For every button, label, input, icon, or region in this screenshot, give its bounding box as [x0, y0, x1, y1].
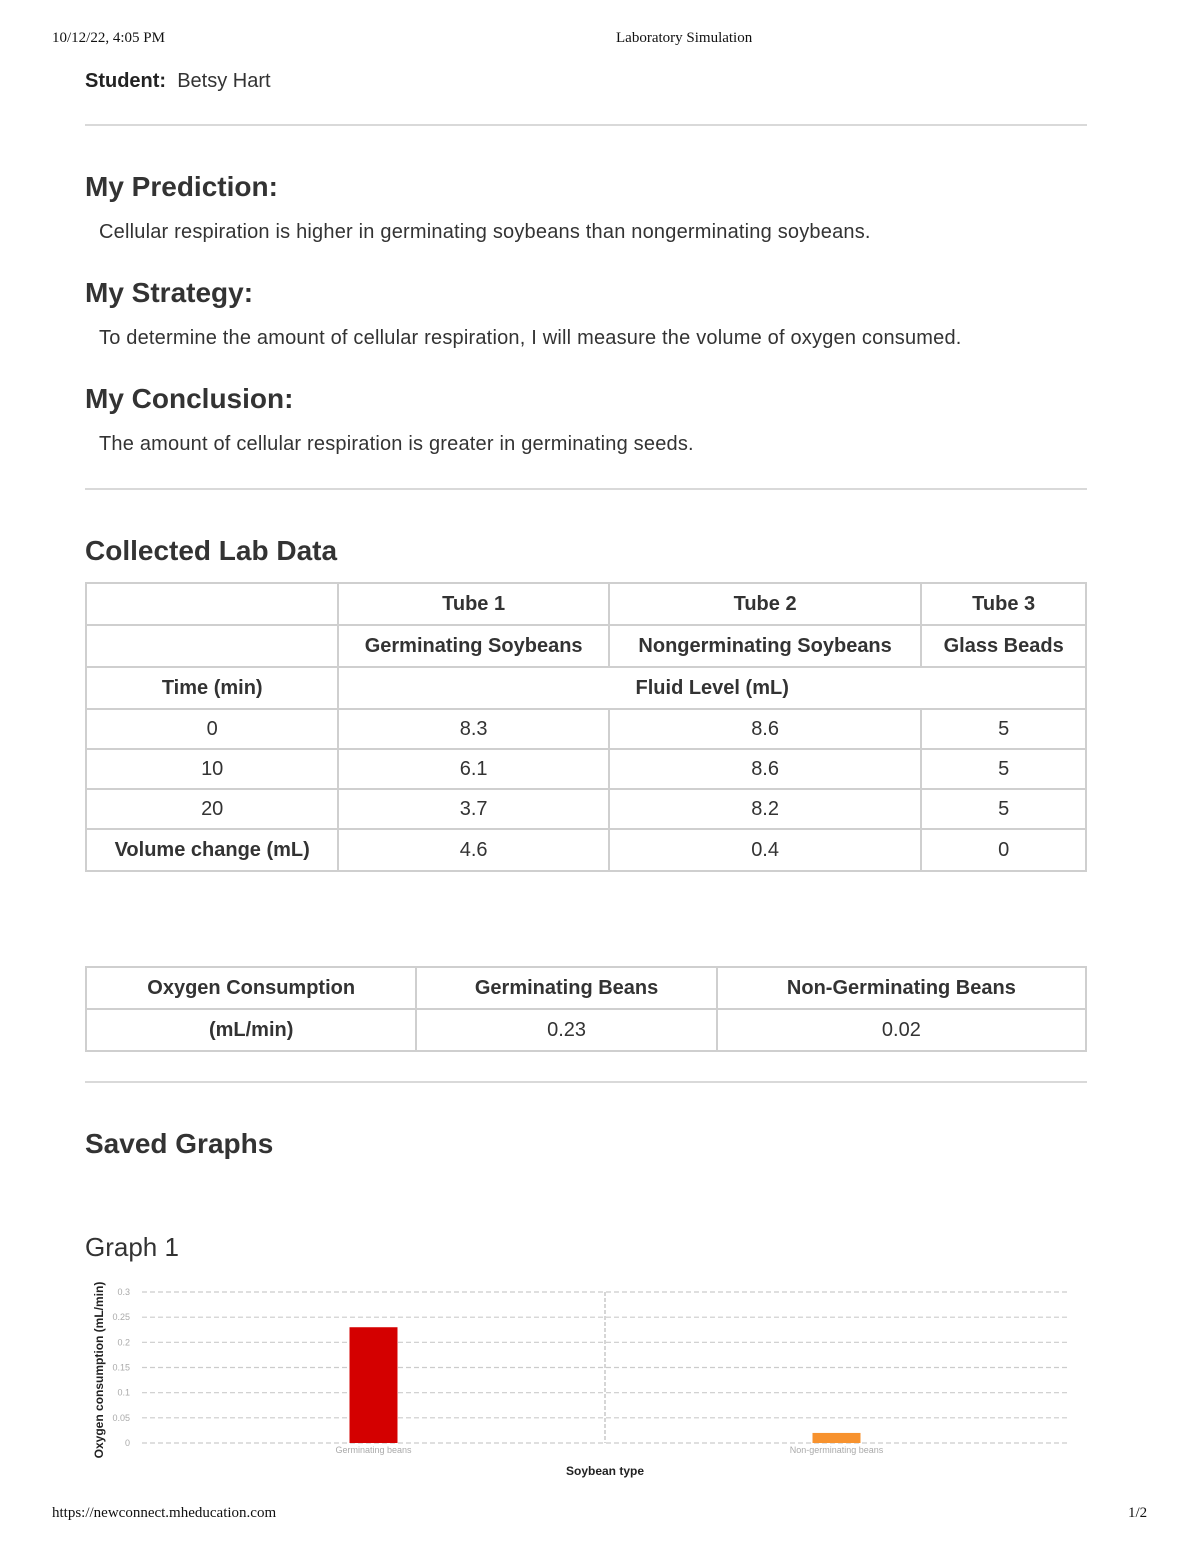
student-name: Betsy Hart	[177, 70, 271, 92]
graph-title: Graph 1	[85, 1232, 179, 1262]
volume-change-row	[86, 829, 1086, 871]
tube-2-contents: Nongerminating Soybeans	[609, 625, 921, 667]
value-cell: 3.7	[338, 789, 608, 829]
strategy-heading: My Strategy:	[85, 277, 254, 308]
oxygen-header-row	[86, 967, 1086, 1009]
print-page-number: 1/2	[1128, 1505, 1148, 1521]
lab-data-table	[85, 582, 1087, 872]
table-row	[86, 789, 1086, 829]
y-tick-label: 0.05	[112, 1412, 130, 1423]
contents-header-row	[86, 625, 1086, 667]
value-cell: 8.6	[609, 709, 921, 749]
student-label: Student:	[85, 70, 167, 92]
prediction-text: Cellular respiration is higher in germinating soybeans than nongerminating soybeans.	[99, 221, 871, 243]
divider	[85, 124, 1087, 126]
time-cell: 20	[86, 789, 338, 829]
y-tick-label: 0.3	[117, 1287, 130, 1297]
unit-cell: (mL/min)	[86, 1009, 416, 1051]
x-tick-label: Non-germinating beans	[789, 1445, 884, 1455]
value-cell: 4.6	[338, 829, 608, 871]
tube-1-header: Tube 1	[338, 583, 608, 625]
empty-cell	[86, 625, 338, 667]
value-cell: 8.3	[338, 709, 608, 749]
value-cell: 5	[921, 789, 1086, 829]
divider	[85, 1081, 1087, 1083]
print-url: https://newconnect.mheducation.com	[52, 1505, 277, 1521]
y-tick-label: 0	[124, 1438, 130, 1448]
tube-2-header: Tube 2	[609, 583, 921, 625]
tube-1-contents: Germinating Soybeans	[338, 625, 608, 667]
student-line	[85, 70, 271, 93]
divider	[85, 488, 1087, 490]
conclusion-heading: My Conclusion:	[85, 383, 294, 414]
time-cell: 0	[86, 709, 338, 749]
y-tick-label: 0.15	[112, 1362, 130, 1373]
volume-change-label: Volume change (mL)	[86, 829, 338, 871]
y-tick-label: 0.2	[117, 1337, 130, 1348]
prediction-heading: My Prediction:	[85, 171, 278, 202]
value-cell: 0.23	[416, 1009, 716, 1051]
y-tick-label: 0.25	[112, 1312, 130, 1323]
fluid-level-header: Fluid Level (mL)	[338, 667, 1086, 709]
oxygen-consumption-table	[85, 966, 1087, 1052]
y-tick-label: 0.1	[117, 1387, 130, 1398]
saved-graphs-heading: Saved Graphs	[85, 1128, 274, 1159]
time-cell: 10	[86, 749, 338, 789]
print-title: Laboratory Simulation	[616, 30, 753, 46]
non-germinating-header: Non-Germinating Beans	[717, 967, 1086, 1009]
value-cell: 8.6	[609, 749, 921, 789]
conclusion-text: The amount of cellular respiration is greater in germinating seeds.	[99, 433, 694, 455]
x-axis-title: Soybean type	[565, 1464, 645, 1478]
tube-header-row	[86, 583, 1086, 625]
value-cell: 5	[921, 749, 1086, 789]
table-row	[86, 749, 1086, 789]
germinating-header: Germinating Beans	[416, 967, 716, 1009]
value-cell: 0.4	[609, 829, 921, 871]
tube-3-contents: Glass Beads	[921, 625, 1086, 667]
measure-header-row	[86, 667, 1086, 709]
value-cell: 6.1	[338, 749, 608, 789]
time-header: Time (min)	[86, 667, 338, 709]
y-axis-title: Oxygen consumption (mL/min)	[92, 1281, 106, 1459]
value-cell: 5	[921, 709, 1086, 749]
empty-cell	[86, 583, 338, 625]
strategy-text: To determine the amount of cellular respiration, I will measure the volume of oxygen consumed.	[99, 327, 962, 349]
value-cell: 0	[921, 829, 1086, 871]
oxygen-header: Oxygen Consumption	[86, 967, 416, 1009]
value-cell: 0.02	[717, 1009, 1086, 1051]
bar	[813, 1433, 861, 1443]
value-cell: 8.2	[609, 789, 921, 829]
bar	[350, 1327, 398, 1443]
tube-3-header: Tube 3	[921, 583, 1086, 625]
print-datetime: 10/12/22, 4:05 PM	[52, 30, 165, 46]
lab-data-heading: Collected Lab Data	[85, 535, 338, 566]
x-tick-label: Germinating beans	[335, 1445, 412, 1455]
table-row	[86, 1009, 1086, 1051]
table-row	[86, 709, 1086, 749]
